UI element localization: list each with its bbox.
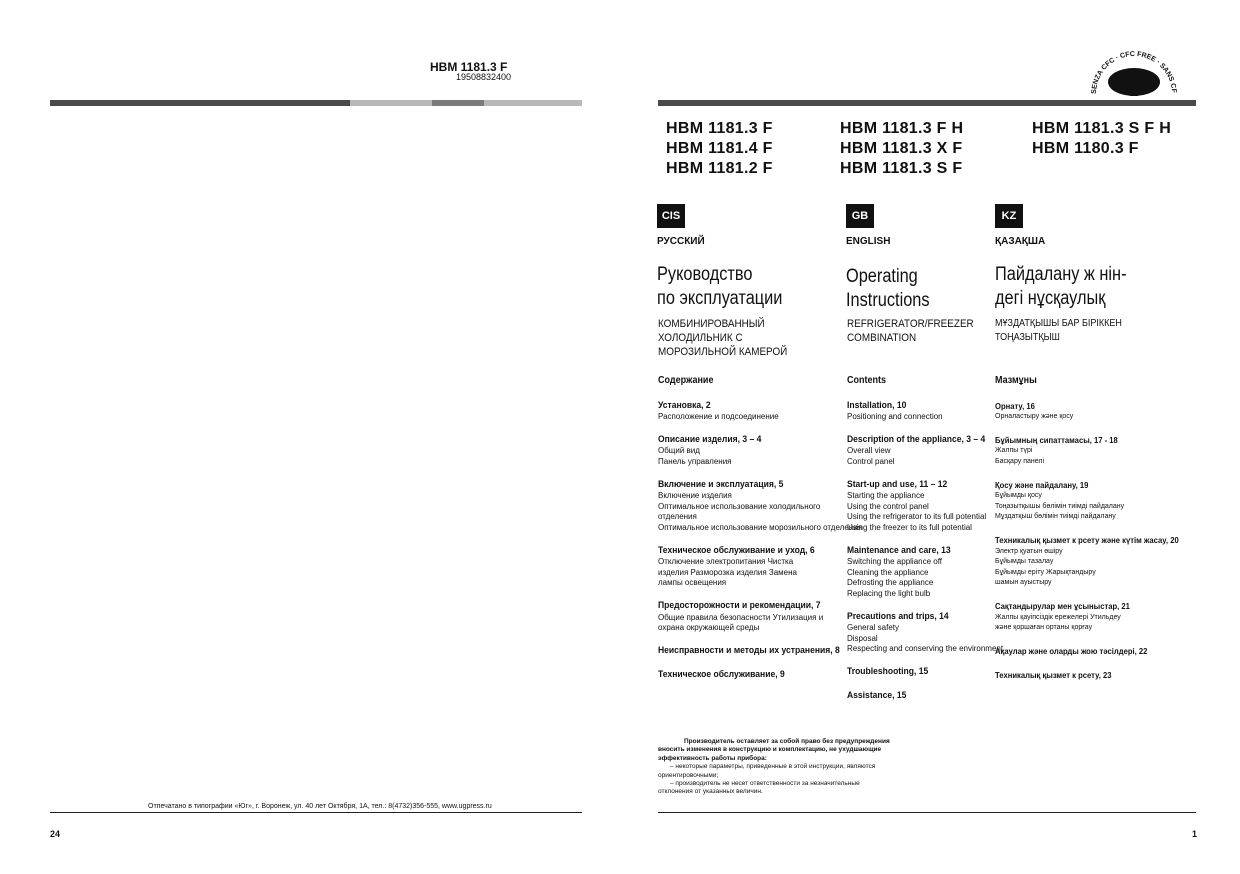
title-kz: Пайдалану ж нін- дегі нұсқаулық bbox=[995, 264, 1127, 309]
right-footer-line bbox=[658, 812, 1196, 813]
subtitle-ru: КОМБИНИРОВАННЫЙ ХОЛОДИЛЬНИК С МОРОЗИЛЬНОЙ КАМЕРОЙ bbox=[658, 318, 788, 358]
contents-en bbox=[847, 376, 1003, 714]
toc-section: Maintenance and care, 13 Switching the appliance off Cleaning the appliance Defrosting the appliance Replacing the light bulb bbox=[847, 544, 951, 598]
contents-ru bbox=[658, 376, 862, 693]
toc-section: Сақтандырулар мен ұсыныстар, 21 Жалпы қауіпсіздік ережелері Утильдеу және қоршаған ортаны қорғау bbox=[995, 600, 1130, 632]
lang-code-kz: KZ bbox=[995, 204, 1023, 228]
lang-name-kz: ҚАЗАҚША bbox=[995, 236, 1046, 247]
right-page-number: 1 bbox=[1192, 829, 1198, 839]
subtitle-kz: МҰЗДАТҚЫШЫ БАР БІРІККЕН ТОҢАЗЫТҚЫШ bbox=[995, 318, 1122, 343]
toc-section: Неисправности и методы их устранения, 8 bbox=[658, 644, 840, 656]
lang-code-ru: CIS bbox=[657, 204, 685, 228]
toc-section: Включение и эксплуатация, 5 Включение изделия Оптимальное использование холодильного отделения Оптимальное использование морозильного отделения bbox=[658, 478, 862, 532]
toc-section: Орнату, 16 Орналастыру және қосу bbox=[995, 400, 1074, 421]
toc-section: Техникалық қызмет к рсету және күтім жасау, 20 Электр қуатын өшіру Бұйымды тазалау Бұйымды еріту Жарықтандыру шамын ауыстыру bbox=[995, 534, 1179, 587]
lang-name-ru: РУССКИЙ bbox=[657, 236, 705, 247]
cfc-free-logo bbox=[1088, 42, 1180, 98]
lang-code-en: GB bbox=[846, 204, 874, 228]
toc-section: Техническое обслуживание и уход, 6 Отключение электропитания Чистка изделия Разморозка изделия Замена лампы освещения bbox=[658, 544, 815, 588]
left-product-code: 19508832400 bbox=[456, 72, 512, 82]
toc-section: Precautions and trips, 14 General safety Disposal Respecting and conserving the environment bbox=[847, 610, 1004, 654]
left-page-number: 24 bbox=[50, 829, 61, 839]
toc-section: Troubleshooting, 15 bbox=[847, 665, 929, 677]
toc-section: Бұйымның сипаттамасы, 17 - 18 Жалпы түрі Басқару панелі bbox=[995, 434, 1118, 465]
toc-section: Предосторожности и рекомендации, 7 Общие правила безопасности Утилизация и охрана окружающей среды bbox=[658, 599, 824, 633]
manufacturer-notice: Производитель оставляет за собой право без предупреждения вносить изменения в конструкцию и комплектацию, не ухудшающие эффективность работы прибора: – некоторые параметры, приведенные в этой инструкции, являются ориентировочными; – производитель не несет ответственности за незначительные отклонения от указанных величин. bbox=[658, 738, 890, 796]
models-col-2: HBM 1181.3 F H HBM 1181.3 X F HBM 1181.3 S F bbox=[840, 120, 964, 177]
contents-heading: Содержание bbox=[658, 375, 714, 386]
contents-heading: Contents bbox=[847, 375, 887, 386]
toc-section: Описание изделия, 3 – 4 Общий вид Панель управления bbox=[658, 433, 762, 466]
svg-text:SENZA CFC · CFC FREE · SANS CF: SENZA CFC · CFC FREE · SANS CF bbox=[1090, 50, 1178, 95]
contents-heading: Мазмұны bbox=[995, 375, 1037, 386]
toc-section: Техникалық қызмет к рсету, 23 bbox=[995, 670, 1112, 681]
lang-name-en: ENGLISH bbox=[846, 236, 891, 247]
contents-kz bbox=[995, 376, 1199, 693]
toc-section: Қосу және пайдалану, 19 Бұйымды қосу Тоңазытқышы бөлімін тиімді пайдалану Мұздатқыш бөлімін тиімді пайдалану bbox=[995, 479, 1125, 521]
toc-section: Assistance, 15 bbox=[847, 690, 907, 702]
printer-info: Отпечатано в типографии «Юг», г. Воронеж, ул. 40 лет Октября, 1А, тел.: 8(4732)356-555, www.ugpress.ru bbox=[148, 803, 492, 810]
left-footer-line bbox=[50, 812, 582, 813]
models-col-1: HBM 1181.3 F HBM 1181.4 F HBM 1181.2 F bbox=[666, 120, 773, 177]
toc-section: Ақаулар және оларды жою тәсілдері, 22 bbox=[995, 645, 1148, 656]
models-col-3: HBM 1181.3 S F H HBM 1180.3 F bbox=[1032, 120, 1172, 157]
title-ru: Руководство по эксплуатации bbox=[657, 264, 783, 309]
left-model-title: HBM 1181.3 F bbox=[430, 60, 508, 74]
toc-section: Техническое обслуживание, 9 bbox=[658, 669, 785, 681]
toc-section: Installation, 10 Positioning and connection bbox=[847, 399, 943, 422]
toc-section: Установка, 2 Расположение и подсоединение bbox=[658, 399, 779, 422]
toc-section: Description of the appliance, 3 – 4 Overall view Control panel bbox=[847, 433, 986, 466]
subtitle-en: REFRIGERATOR/FREEZER COMBINATION bbox=[847, 318, 974, 344]
toc-section: Start-up and use, 11 – 12 Starting the appliance Using the control panel Using the refrigerator to its full potential Using the freezer to its full potential bbox=[847, 478, 987, 532]
title-en: Operating Instructions bbox=[846, 266, 930, 311]
